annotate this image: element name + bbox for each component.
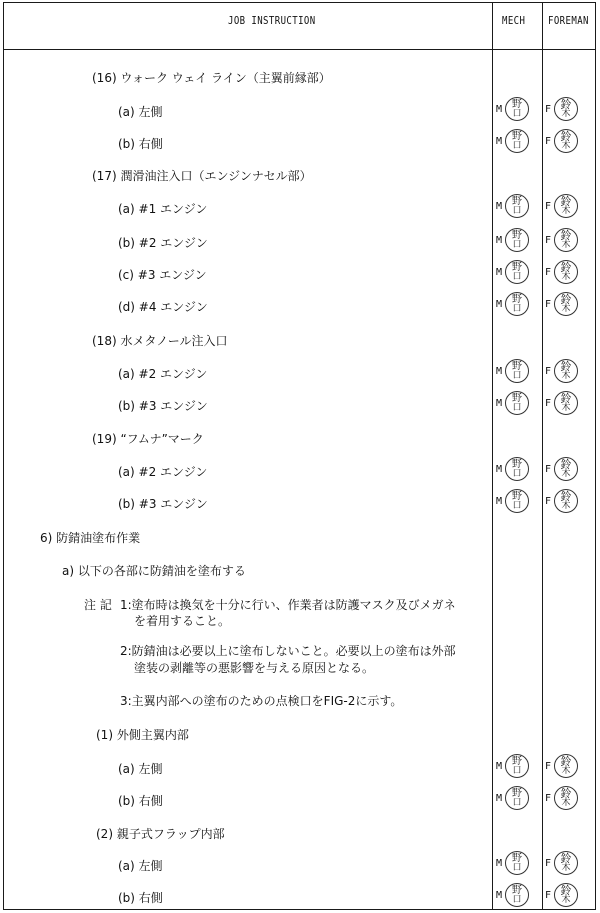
mech-signoff xyxy=(496,192,529,220)
item-18-heading: (18) 水メタノール注入口 xyxy=(92,334,228,348)
foreman-seal-stamp: 鈴 木 xyxy=(554,228,578,252)
foreman-prefix: F xyxy=(545,792,552,804)
mech-signoff xyxy=(496,226,529,254)
header-job-instruction: JOB INSTRUCTION xyxy=(228,14,316,27)
mech-signoff xyxy=(496,752,529,780)
part-1-heading: (1) 外側主翼内部 xyxy=(96,728,189,742)
item-17c: (c) #3 エンジン xyxy=(118,268,207,282)
mech-seal-stamp: 野 口 xyxy=(505,391,529,415)
mech-signoff xyxy=(496,127,529,155)
foreman-signoff xyxy=(545,487,578,515)
note-label: 注 記 xyxy=(84,598,112,612)
mech-signoff xyxy=(496,487,529,515)
mech-seal-stamp: 野 口 xyxy=(505,457,529,481)
mech-seal-stamp: 野 口 xyxy=(505,489,529,513)
foreman-prefix: F xyxy=(545,103,552,115)
foreman-seal-stamp: 鈴 木 xyxy=(554,260,578,284)
part-1b: (b) 右側 xyxy=(118,794,163,808)
mech-prefix: M xyxy=(496,135,503,147)
item-19-heading: (19) “フムナ”マーク xyxy=(92,432,204,446)
mech-prefix: M xyxy=(496,103,503,115)
foreman-seal-stamp: 鈴 木 xyxy=(554,489,578,513)
foreman-prefix: F xyxy=(545,298,552,310)
foreman-seal-stamp: 鈴 木 xyxy=(554,194,578,218)
mech-signoff xyxy=(496,881,529,909)
mech-prefix: M xyxy=(496,889,503,901)
foreman-seal-stamp: 鈴 木 xyxy=(554,391,578,415)
note-3: 3:主翼内部への塗布のための点検口をFIG-2に示す。 xyxy=(120,694,403,708)
foreman-prefix: F xyxy=(545,495,552,507)
header-foreman: FOREMAN xyxy=(548,14,589,27)
item-18b: (b) #3 エンジン xyxy=(118,399,208,413)
foreman-seal-stamp: 鈴 木 xyxy=(554,457,578,481)
foreman-seal-stamp: 鈴 木 xyxy=(554,129,578,153)
foreman-signoff xyxy=(545,192,578,220)
foreman-seal-stamp: 鈴 木 xyxy=(554,883,578,907)
mech-seal-stamp: 野 口 xyxy=(505,851,529,875)
header-divider xyxy=(4,49,595,50)
mech-signoff xyxy=(496,357,529,385)
mech-signoff xyxy=(496,290,529,318)
mech-prefix: M xyxy=(496,365,503,377)
item-16-heading: (16) ウォーク ウェイ ライン（主翼前縁部） xyxy=(92,71,331,85)
foreman-prefix: F xyxy=(545,200,552,212)
mech-seal-stamp: 野 口 xyxy=(505,292,529,316)
mech-prefix: M xyxy=(496,857,503,869)
foreman-seal-stamp: 鈴 木 xyxy=(554,292,578,316)
mech-prefix: M xyxy=(496,200,503,212)
foreman-signoff xyxy=(545,127,578,155)
header-mech: MECH xyxy=(502,14,526,27)
foreman-signoff xyxy=(545,784,578,812)
part-2-heading: (2) 親子式フラップ内部 xyxy=(96,827,225,841)
mech-signoff xyxy=(496,389,529,417)
foreman-prefix: F xyxy=(545,135,552,147)
mech-prefix: M xyxy=(496,463,503,475)
foreman-column-divider xyxy=(542,3,543,909)
foreman-signoff xyxy=(545,226,578,254)
mech-signoff xyxy=(496,784,529,812)
mech-seal-stamp: 野 口 xyxy=(505,883,529,907)
mech-seal-stamp: 野 口 xyxy=(505,786,529,810)
foreman-signoff xyxy=(545,455,578,483)
foreman-signoff xyxy=(545,752,578,780)
mech-prefix: M xyxy=(496,397,503,409)
foreman-signoff xyxy=(545,849,578,877)
item-17a: (a) #1 エンジン xyxy=(118,202,208,216)
foreman-prefix: F xyxy=(545,760,552,772)
mech-prefix: M xyxy=(496,792,503,804)
mech-prefix: M xyxy=(496,495,503,507)
foreman-seal-stamp: 鈴 木 xyxy=(554,754,578,778)
item-19a: (a) #2 エンジン xyxy=(118,465,208,479)
section-6-heading: 6) 防錆油塗布作業 xyxy=(40,531,141,545)
foreman-seal-stamp: 鈴 木 xyxy=(554,97,578,121)
section-6a: a) 以下の各部に防錆油を塗布する xyxy=(62,564,246,578)
foreman-seal-stamp: 鈴 木 xyxy=(554,359,578,383)
mech-seal-stamp: 野 口 xyxy=(505,228,529,252)
foreman-prefix: F xyxy=(545,857,552,869)
mech-prefix: M xyxy=(496,298,503,310)
part-1a: (a) 左側 xyxy=(118,762,163,776)
item-18a: (a) #2 エンジン xyxy=(118,367,208,381)
part-2b: (b) 右側 xyxy=(118,891,163,905)
mech-seal-stamp: 野 口 xyxy=(505,754,529,778)
mech-seal-stamp: 野 口 xyxy=(505,129,529,153)
mech-seal-stamp: 野 口 xyxy=(505,260,529,284)
item-17b: (b) #2 エンジン xyxy=(118,236,208,250)
foreman-prefix: F xyxy=(545,234,552,246)
mech-prefix: M xyxy=(496,234,503,246)
mech-signoff xyxy=(496,849,529,877)
item-16a: (a) 左側 xyxy=(118,105,163,119)
item-17-heading: (17) 潤滑油注入口（エンジンナセル部） xyxy=(92,169,312,183)
foreman-signoff xyxy=(545,95,578,123)
foreman-seal-stamp: 鈴 木 xyxy=(554,786,578,810)
foreman-prefix: F xyxy=(545,397,552,409)
note-1-line-1: 1:塗布時は換気を十分に行い、作業者は防護マスク及びメガネ xyxy=(120,598,456,612)
foreman-prefix: F xyxy=(545,266,552,278)
mech-seal-stamp: 野 口 xyxy=(505,359,529,383)
foreman-signoff xyxy=(545,290,578,318)
item-17d: (d) #4 エンジン xyxy=(118,300,208,314)
foreman-signoff xyxy=(545,357,578,385)
note-2-line-1: 2:防錆油は必要以上に塗布しないこと。必要以上の塗布は外部 xyxy=(120,644,456,658)
foreman-prefix: F xyxy=(545,365,552,377)
foreman-signoff xyxy=(545,389,578,417)
foreman-prefix: F xyxy=(545,889,552,901)
mech-seal-stamp: 野 口 xyxy=(505,194,529,218)
foreman-prefix: F xyxy=(545,463,552,475)
mech-signoff xyxy=(496,258,529,286)
foreman-signoff xyxy=(545,881,578,909)
mech-seal-stamp: 野 口 xyxy=(505,97,529,121)
mech-signoff xyxy=(496,95,529,123)
mech-column-divider xyxy=(492,3,493,909)
item-16b: (b) 右側 xyxy=(118,137,163,151)
foreman-signoff xyxy=(545,258,578,286)
mech-prefix: M xyxy=(496,760,503,772)
mech-prefix: M xyxy=(496,266,503,278)
mech-signoff xyxy=(496,455,529,483)
note-1-line-2: を着用すること。 xyxy=(134,614,231,628)
foreman-seal-stamp: 鈴 木 xyxy=(554,851,578,875)
part-2a: (a) 左側 xyxy=(118,859,163,873)
note-2-line-2: 塗装の剥離等の悪影響を与える原因となる。 xyxy=(134,661,375,675)
item-19b: (b) #3 エンジン xyxy=(118,497,208,511)
